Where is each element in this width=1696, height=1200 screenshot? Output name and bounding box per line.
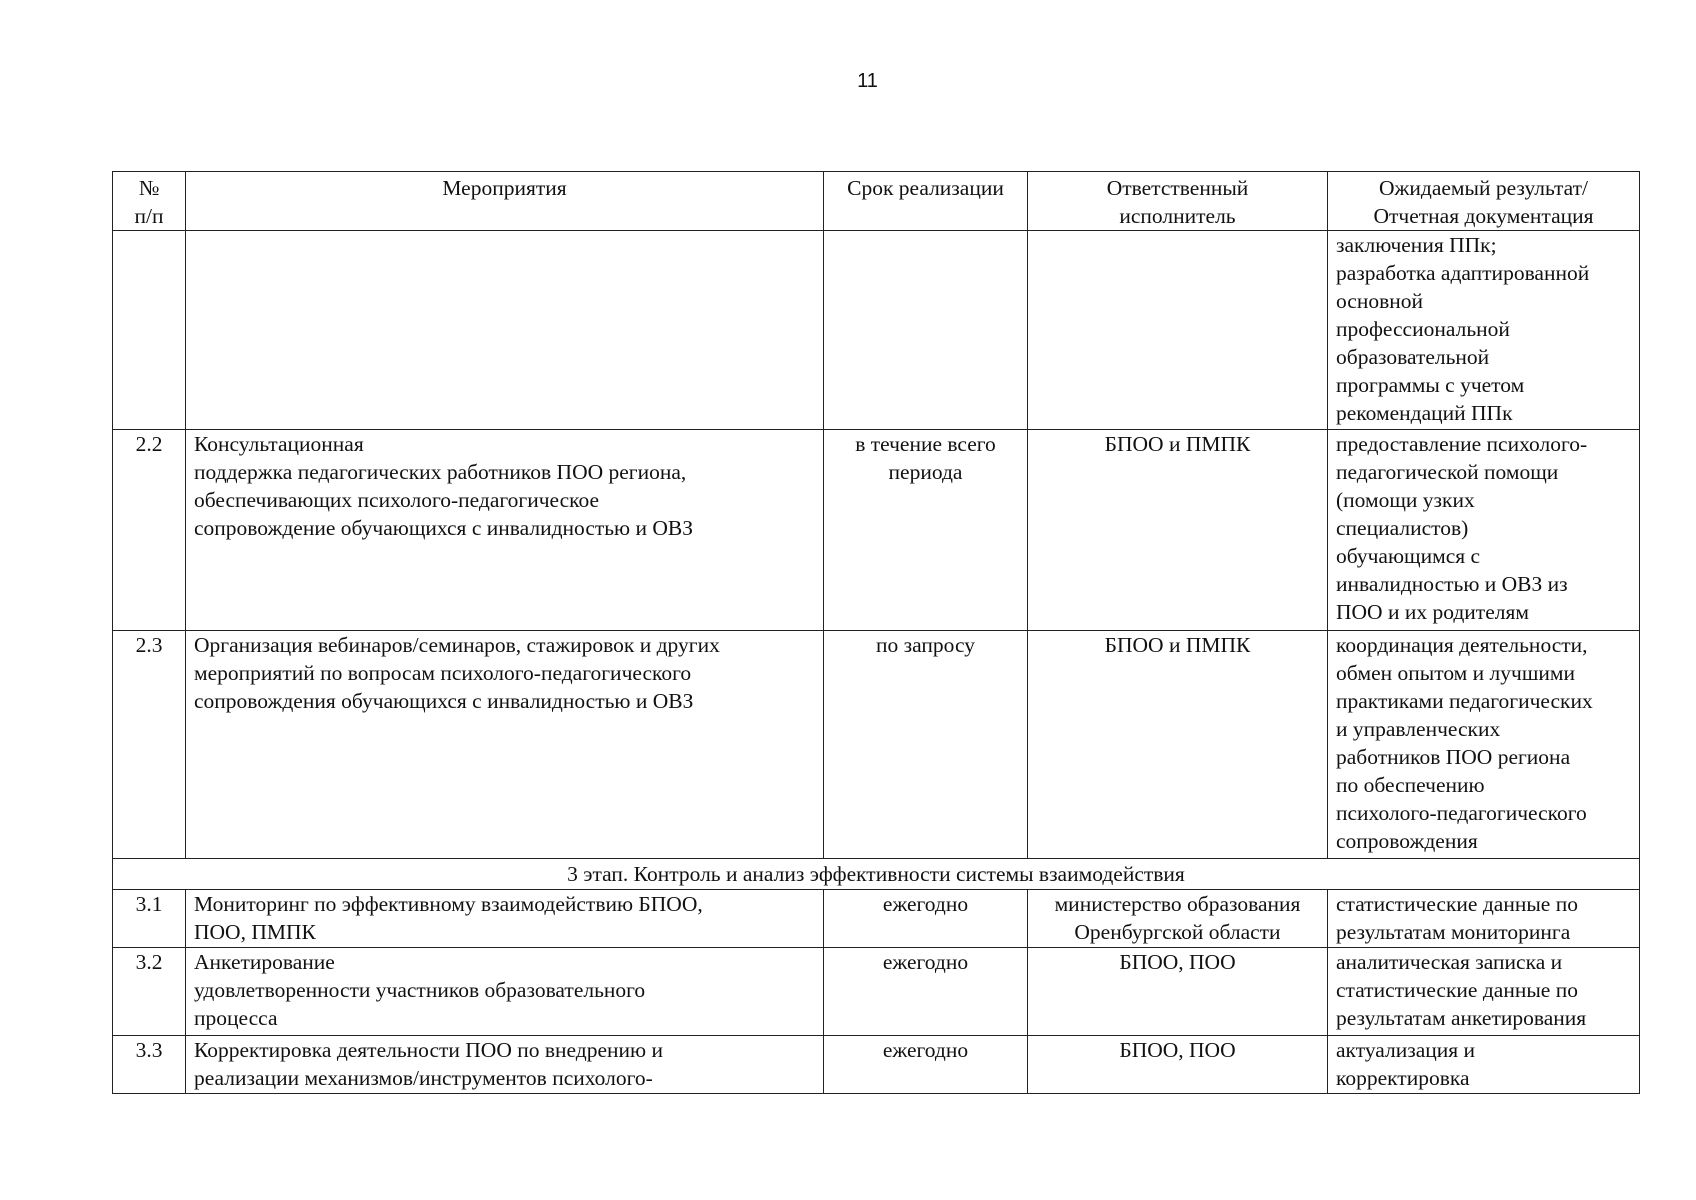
table-row-2-3 [113, 631, 1640, 859]
cell-result: актуализация и корректировка [1328, 1036, 1640, 1094]
cell-num: 3.3 [113, 1036, 186, 1094]
table-row-3-3 [113, 1036, 1640, 1094]
cell-result: аналитическая записка и статистические данные по результатам анкетирования [1328, 948, 1640, 1036]
cell-term: по запросу [824, 631, 1028, 859]
page-number: 11 [857, 70, 878, 92]
cell-activity: Корректировка деятельности ПОО по внедрению и реализации механизмов/инструментов психолого- [186, 1036, 824, 1094]
cell-num: 2.2 [113, 430, 186, 631]
cell-activity: Мониторинг по эффективному взаимодействию БПОО, ПОО, ПМПК [186, 890, 824, 948]
header-term: Срок реализации [824, 172, 1028, 231]
header-activity: Мероприятия [186, 172, 824, 231]
cell-result: предоставление психолого- педагогической помощи (помощи узких специалистов) обучающимся с инвалидностью и ОВЗ из ПОО и их родителям [1328, 430, 1640, 631]
cell-num [113, 231, 186, 430]
cell-num: 3.1 [113, 890, 186, 948]
cell-responsible [1028, 231, 1328, 430]
cell-result: координация деятельности, обмен опытом и лучшими практиками педагогических и управленческих работников ПОО региона по обеспечению психолого-педагогического сопровождения [1328, 631, 1640, 859]
cell-result: заключения ППк; разработка адаптированной основной профессиональной образовательной программы с учетом рекомендаций ППк [1328, 231, 1640, 430]
cell-num: 2.3 [113, 631, 186, 859]
header-responsible: Ответственный исполнитель [1028, 172, 1328, 231]
cell-result: статистические данные по результатам мониторинга [1328, 890, 1640, 948]
cell-responsible: министерство образования Оренбургской области [1028, 890, 1328, 948]
table-row-continuation [113, 231, 1640, 430]
cell-activity [186, 231, 824, 430]
table-header-row [113, 172, 1640, 231]
header-num: № п/п [113, 172, 186, 231]
table-row-2-2 [113, 430, 1640, 631]
table-row-3-2 [113, 948, 1640, 1036]
cell-responsible: БПОО и ПМПК [1028, 430, 1328, 631]
cell-term [824, 231, 1028, 430]
plan-table [112, 171, 1640, 1094]
cell-responsible: БПОО, ПОО [1028, 1036, 1328, 1094]
cell-responsible: БПОО, ПОО [1028, 948, 1328, 1036]
cell-term: ежегодно [824, 890, 1028, 948]
header-result: Ожидаемый результат/ Отчетная документация [1328, 172, 1640, 231]
cell-term: в течение всего периода [824, 430, 1028, 631]
cell-num: 3.2 [113, 948, 186, 1036]
table-row-3-1 [113, 890, 1640, 948]
cell-responsible: БПОО и ПМПК [1028, 631, 1328, 859]
cell-term: ежегодно [824, 1036, 1028, 1094]
cell-term: ежегодно [824, 948, 1028, 1036]
stage-3-title: 3 этап. Контроль и анализ эффективности системы взаимодействия [113, 859, 1640, 890]
cell-activity: Консультационная поддержка педагогических работников ПОО региона, обеспечивающих психолого-педагогическое сопровождение обучающихся с инвалидностью и ОВЗ [186, 430, 824, 631]
cell-activity: Организация вебинаров/семинаров, стажировок и других мероприятий по вопросам психолого-педагогического сопровождения обучающихся с инвалидностью и ОВЗ [186, 631, 824, 859]
stage-3-header-row [113, 859, 1640, 890]
cell-activity: Анкетирование удовлетворенности участников образовательного процесса [186, 948, 824, 1036]
